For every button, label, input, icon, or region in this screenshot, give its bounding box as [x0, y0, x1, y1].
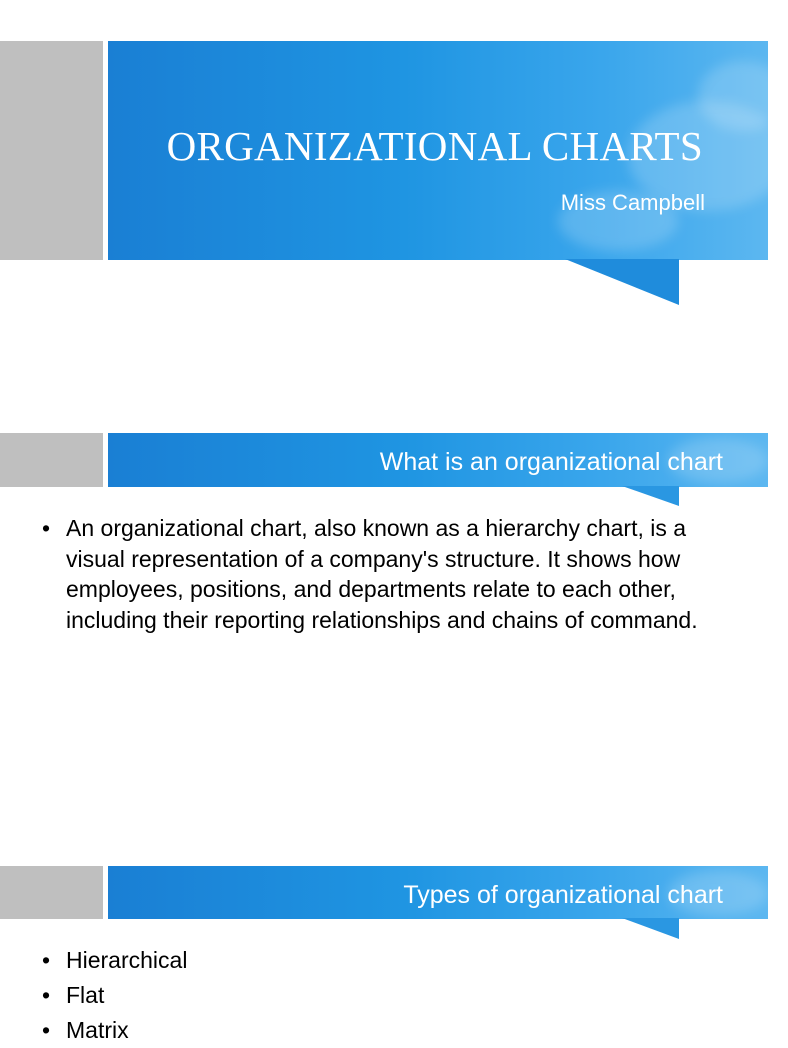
bullet-icon: • [42, 515, 51, 541]
list-item [42, 513, 732, 635]
section-title: What is an organizational chart [379, 448, 723, 476]
list-item-text: Flat [66, 982, 105, 1008]
bullet-icon: • [42, 947, 51, 973]
accent-gray-bar [0, 866, 103, 919]
banner-tail [565, 259, 679, 305]
bullet-list [42, 513, 732, 635]
accent-gray-bar [0, 41, 103, 260]
bullet-icon: • [42, 1017, 51, 1043]
types-slide [0, 866, 768, 1043]
accent-gray-bar [0, 433, 103, 487]
list-item [42, 1013, 732, 1048]
slide-title: ORGANIZATIONAL CHARTS [166, 123, 703, 169]
list-item [42, 978, 732, 1013]
bullet-list [42, 943, 732, 1048]
definition-slide [0, 433, 768, 833]
banner-tail [622, 918, 679, 939]
list-item-text: Hierarchical [66, 947, 188, 973]
bullet-icon: • [42, 982, 51, 1008]
section-title: Types of organizational chart [403, 881, 723, 909]
banner-tail [622, 486, 679, 506]
title-slide [0, 0, 768, 330]
slide-subtitle: Miss Campbell [560, 190, 705, 215]
list-item [42, 943, 732, 978]
list-item-text: An organizational chart, also known as a hierarchy chart, is a visual representation of a company's structure. It shows how employees, positions, and departments relate to each other, including their reporting relationships and chains of command. [66, 515, 698, 633]
list-item-text: Matrix [66, 1017, 129, 1043]
